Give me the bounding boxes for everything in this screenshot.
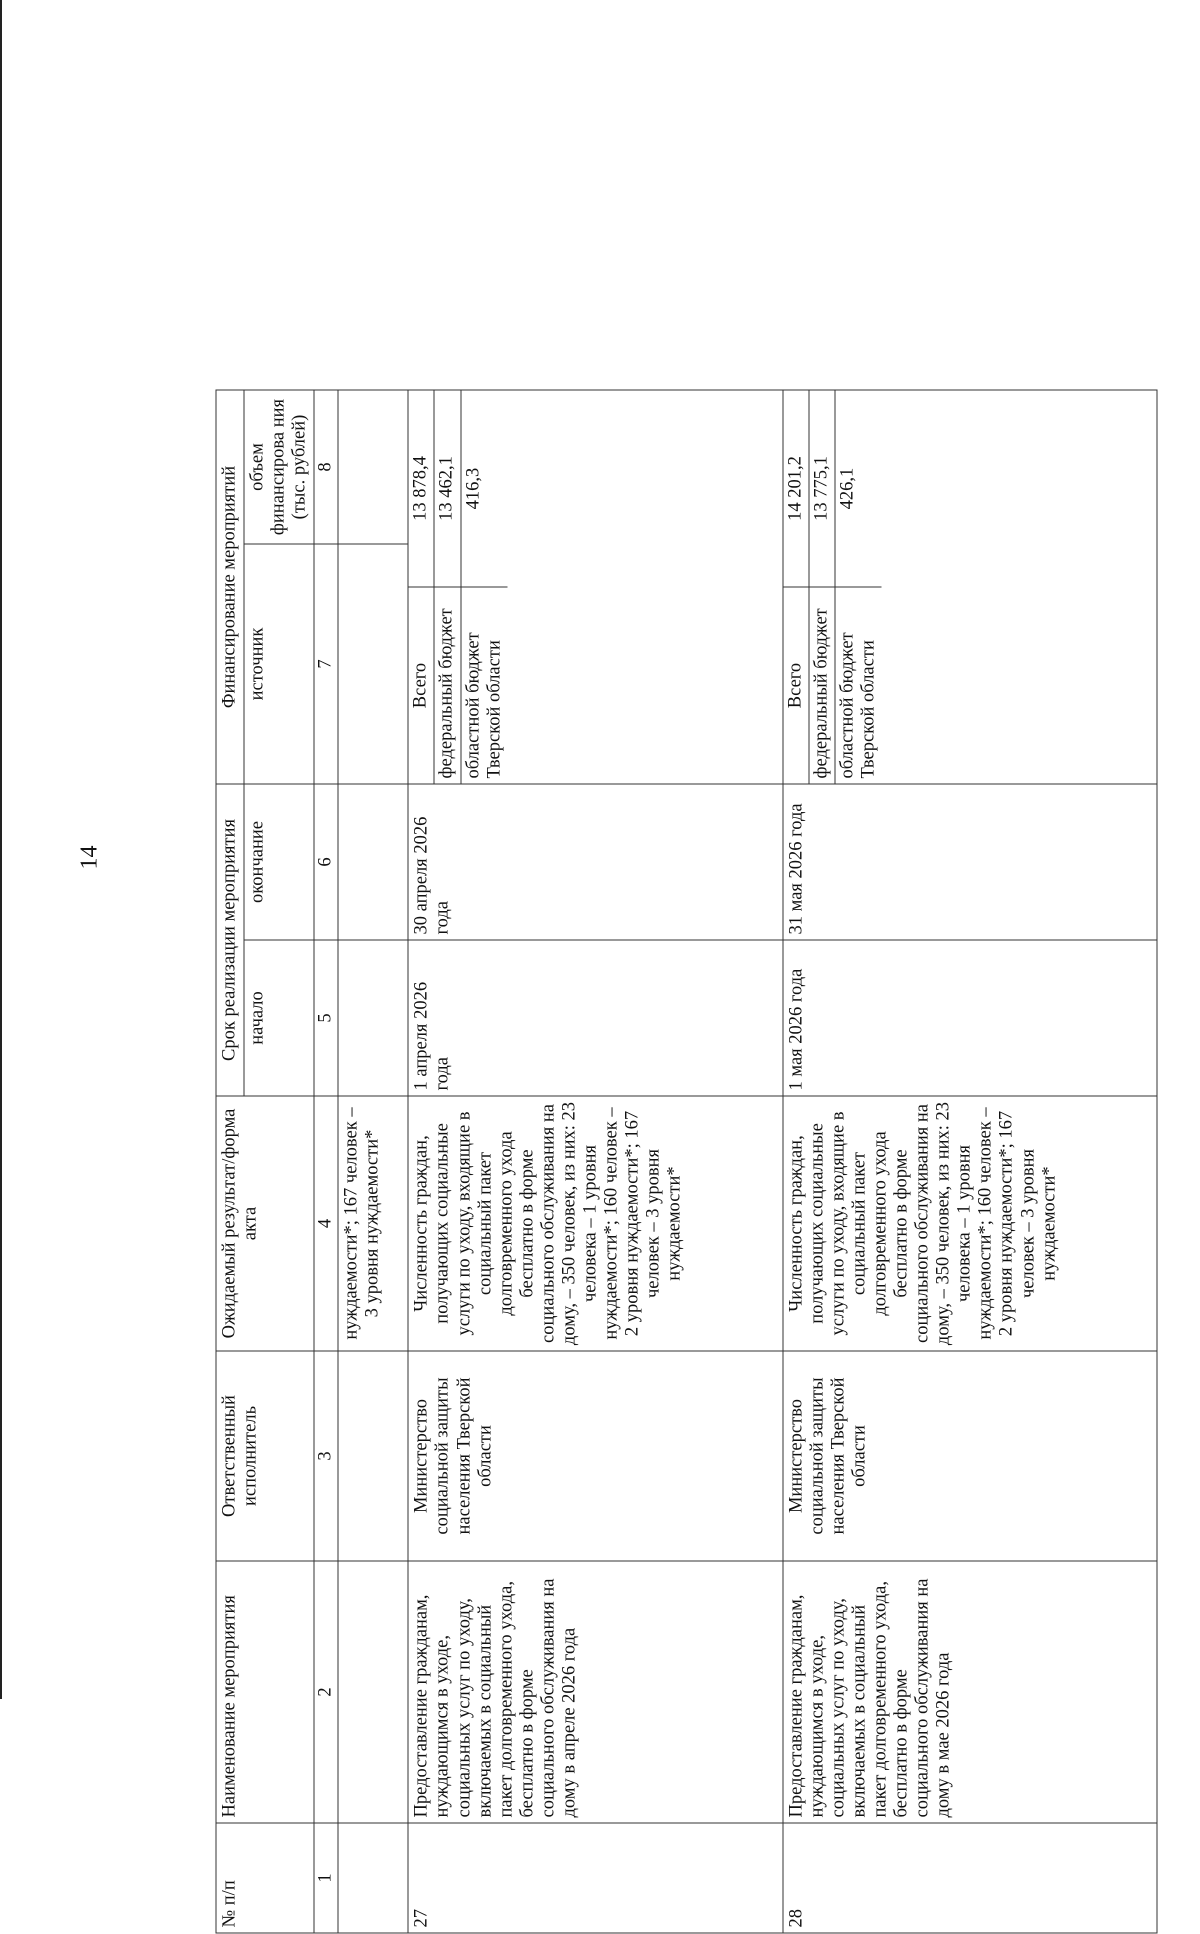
- financing-value: 13 775,1: [811, 456, 832, 521]
- financing-source: областной бюджет Тверской области: [461, 587, 507, 784]
- row-end: 31 мая 2026 года: [783, 784, 1157, 940]
- cell-empty: [338, 544, 408, 784]
- column-number: 2: [314, 1561, 338, 1823]
- financing-value: 13 878,4: [410, 456, 431, 521]
- table-row: [783, 390, 1157, 1933]
- cell-empty: [338, 1351, 408, 1561]
- financing-value: 416,3: [463, 467, 484, 510]
- financing-line: [461, 391, 507, 784]
- column-number: 3: [314, 1351, 338, 1561]
- row-result: Численность граждан, получающих социальные услуги по уходу, входящие в социальный пакет долговременного ухода бесплатно в форме социального обслуживания на дому, – 350 человек, из них: 23 человека – 1 уровня нуждаемости*; 160 человек – 2 уровня нуждаемости*; 167 человек – 3 уровня нуждаемости*: [783, 1096, 1157, 1351]
- financing-line: [809, 391, 835, 784]
- row-end: 30 апреля 2026 года: [408, 784, 782, 940]
- financing-value: 14 201,2: [785, 456, 806, 521]
- column-number: 6: [314, 784, 338, 940]
- header-volume: объем финансирова ния (тыс. рублей): [244, 390, 314, 544]
- header-start: начало: [244, 940, 314, 1096]
- rotated-table-container: [216, 391, 1158, 1934]
- header-financing: Финансирование мероприятий: [216, 390, 244, 784]
- financing-value: 426,1: [837, 467, 858, 510]
- row-no: 27: [408, 1823, 782, 1933]
- row-financing: [408, 390, 782, 784]
- cell-empty: [338, 390, 408, 544]
- row-result: Численность граждан, получающих социальные услуги по уходу, входящие в социальный пакет долговременного ухода бесплатно в форме социального обслуживания на дому, – 350 человек, из них: 23 человека – 1 уровня нуждаемости*; 160 человек – 2 уровня нуждаемости*; 167 человек – 3 уровня нуждаемости*: [408, 1096, 782, 1351]
- header-name: Наименование мероприятия: [216, 1561, 314, 1823]
- header-executor: Ответственный исполнитель: [216, 1351, 314, 1561]
- row-start: 1 мая 2026 года: [783, 940, 1157, 1096]
- row-name: Предоставление гражданам, нуждающимся в уходе, социальных услуг по уходу, включаемых в социальный пакет долговременного ухода, бесплатно в форме социального обслуживания на дому в мае 2026 года: [783, 1561, 1157, 1823]
- financing-source: федеральный бюджет: [435, 587, 460, 784]
- cell-empty: [338, 1823, 408, 1933]
- financing-value: 13 462,1: [436, 456, 457, 521]
- header-result: Ожидаемый результат/форма акта: [216, 1096, 314, 1351]
- row-start: 1 апреля 2026 года: [408, 940, 782, 1096]
- row-executor: Министерство социальной защиты населения Тверской области: [783, 1351, 1157, 1561]
- row-name: Предоставление гражданам, нуждающимся в уходе, социальных услуг по уходу, включаемых в социальный пакет долговременного ухода, бесплатно в форме социального обслуживания на дому в апреле 2026 года: [408, 1561, 782, 1823]
- table-row: [408, 390, 782, 1933]
- column-number: 7: [314, 544, 338, 784]
- header-no: № п/п: [216, 1823, 314, 1933]
- column-number-row: [314, 390, 338, 1933]
- row-financing: [783, 390, 1157, 784]
- header-end: окончание: [244, 784, 314, 940]
- column-number: 4: [314, 1096, 338, 1351]
- header-row-1: [216, 390, 244, 1933]
- row-no: 28: [783, 1823, 1157, 1933]
- column-number: 1: [314, 1823, 338, 1933]
- continuation-result: нуждаемости*; 167 человек – 3 уровня нуждаемости*: [338, 1096, 408, 1351]
- cell-empty: [338, 940, 408, 1096]
- cell-empty: [338, 1561, 408, 1823]
- financing-source: областной бюджет Тверской области: [835, 587, 881, 784]
- column-number: 5: [314, 940, 338, 1096]
- column-number: 8: [314, 390, 338, 544]
- scan-left-edge: [0, 0, 2, 1699]
- financing-source: федеральный бюджет: [809, 587, 834, 784]
- financing-line: [783, 391, 809, 784]
- financing-line: [835, 391, 881, 784]
- financing-line: [435, 391, 461, 784]
- page-number: 14: [76, 845, 103, 870]
- financing-source: Всего: [409, 587, 434, 784]
- financing-line: [409, 391, 435, 784]
- financing-source: Всего: [783, 587, 808, 784]
- row-executor: Министерство социальной защиты населения Тверской области: [408, 1351, 782, 1561]
- cell-empty: [338, 784, 408, 940]
- header-source: источник: [244, 544, 314, 784]
- financing-table: [216, 390, 1158, 1934]
- header-period: Срок реализации мероприятия: [216, 784, 244, 1096]
- continuation-row: [338, 390, 408, 1933]
